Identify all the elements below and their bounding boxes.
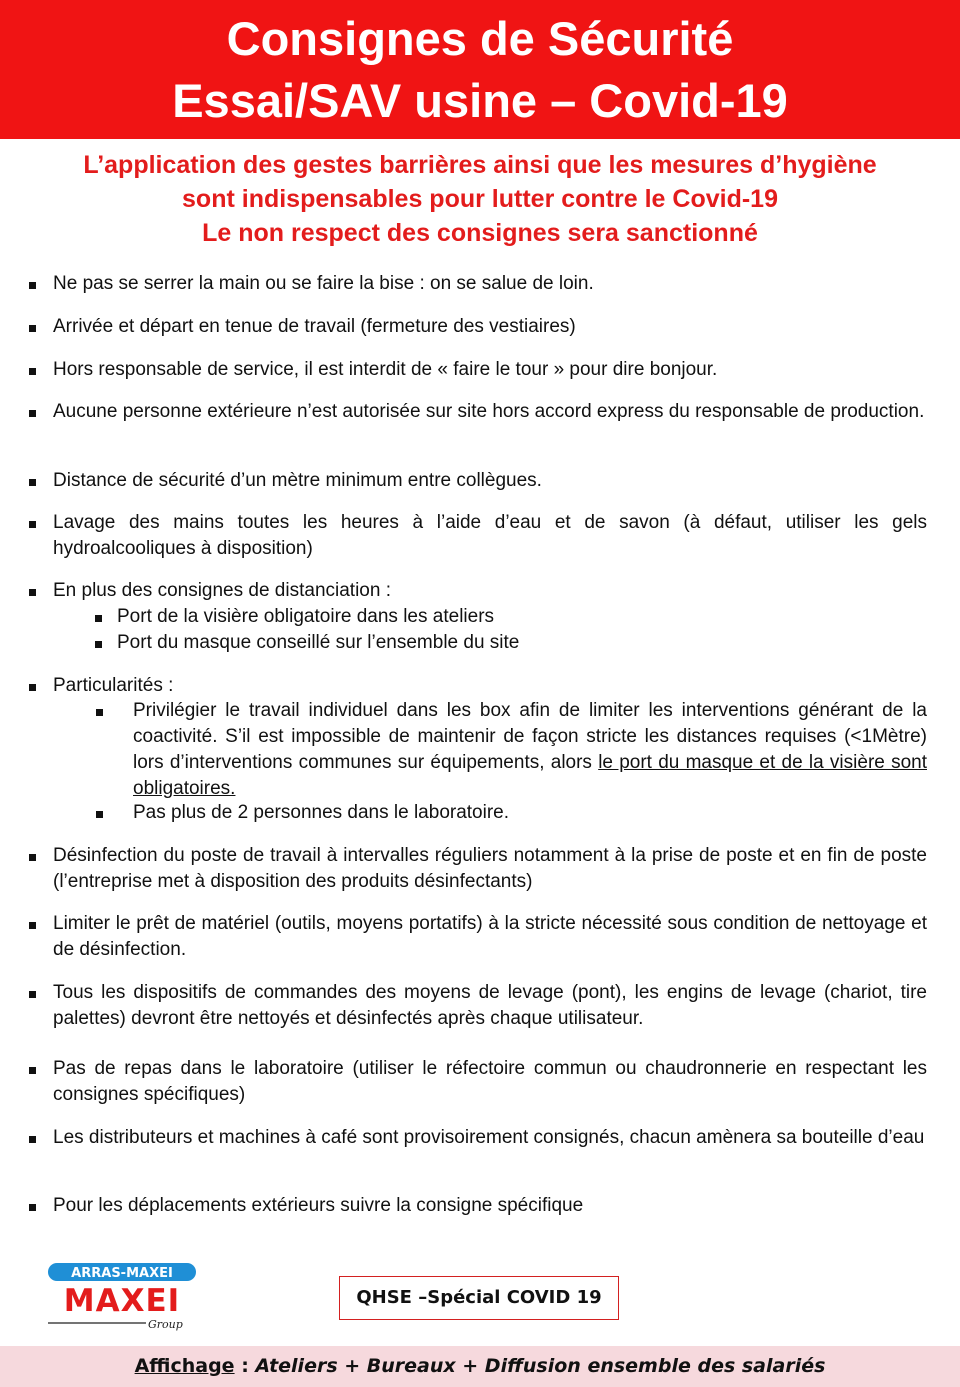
company-logo <box>46 1262 198 1332</box>
sub-item: Port de la visière obligatoire dans les ateliers <box>117 606 495 627</box>
rule-item: Tous les dispositifs de commandes des moyens de levage (pont), les engins de levage (chariot, tire palettes) devront être nettoyés et désinfectés après chaque utilisateur. <box>53 982 927 1029</box>
rule-item: Désinfection du poste de travail à intervalles réguliers notamment à la prise de poste et en fin de poste (l’entreprise met à disposition des produits désinfectants) <box>53 845 927 892</box>
rule-item: Limiter le prêt de matériel (outils, moyens portatifs) à la stricte nécessité sous condition de nettoyage et de désinfection. <box>53 913 927 960</box>
square-bullet-icon <box>29 521 36 528</box>
rule-item: Particularités : <box>53 675 174 696</box>
sub-item-text: Privilégier le travail individuel dans les box afin de limiter les interventions générant de la coactivité. S’il est impossible de maintenir de façon stricte les distances requises (<1Mètre) lors d’interventions communes sur équipements, alors <box>133 700 927 773</box>
square-bullet-icon <box>29 410 36 417</box>
sub-item: Port du masque conseillé sur l’ensemble du site <box>117 632 520 653</box>
title-banner <box>0 0 960 139</box>
footer-text: Ateliers + Bureaux + Diffusion ensemble des salariés <box>255 1355 826 1377</box>
square-bullet-icon <box>29 922 36 929</box>
rule-item: Distance de sécurité d’un mètre minimum entre collègues. <box>53 470 542 491</box>
logo-tagline-text: Group <box>148 1318 183 1331</box>
maxei-logo-graphic <box>46 1262 198 1332</box>
square-bullet-icon <box>29 325 36 332</box>
logo-brand-text: MAXEI <box>63 1283 181 1319</box>
rule-item: Aucune personne extérieure n’est autorisée sur site hors accord express du responsable de production. <box>53 401 925 422</box>
square-bullet-icon <box>29 282 36 289</box>
underlined-text: le port du masque et de la visière sont obligatoires. <box>133 752 927 799</box>
square-bullet-icon <box>96 811 103 818</box>
subtitle-line-1: L’application des gestes barrières ainsi que les mesures d’hygiène <box>83 151 877 179</box>
rule-item: Ne pas se serrer la main ou se faire la bise : on se salue de loin. <box>53 273 594 294</box>
rule-item: Pour les déplacements extérieurs suivre la consigne spécifique <box>53 1195 584 1216</box>
footer-label: Affichage <box>134 1355 235 1377</box>
square-bullet-icon <box>95 641 102 648</box>
square-bullet-icon <box>29 589 36 596</box>
square-bullet-icon <box>29 479 36 486</box>
square-bullet-icon <box>29 368 36 375</box>
logo-banner-text: ARRAS-MAXEI <box>71 1266 173 1281</box>
square-bullet-icon <box>29 684 36 691</box>
square-bullet-icon <box>96 709 103 716</box>
square-bullet-icon <box>29 1067 36 1074</box>
footer-bar <box>0 1346 960 1387</box>
square-bullet-icon <box>29 1136 36 1143</box>
footer-separator: : <box>234 1355 256 1377</box>
square-bullet-icon <box>29 854 36 861</box>
title-line-1: Consignes de Sécurité <box>226 12 734 65</box>
square-bullet-icon <box>29 1204 36 1211</box>
qhse-badge: QHSE –Spécial COVID 19 <box>339 1276 619 1320</box>
title-line-2: Essai/SAV usine – Covid-19 <box>172 74 788 127</box>
rule-item: Hors responsable de service, il est interdit de « faire le tour » pour dire bonjour. <box>53 359 718 380</box>
rule-item: Lavage des mains toutes les heures à l’aide d’eau et de savon (à défaut, utiliser les gels hydroalcooliques à disposition) <box>53 512 927 559</box>
subtitle <box>0 148 960 250</box>
square-bullet-icon <box>95 615 102 622</box>
rule-item: Pas de repas dans le laboratoire (utiliser le réfectoire commun ou chaudronnerie en respectant les consignes spécifiques) <box>53 1058 927 1105</box>
sub-item: Pas plus de 2 personnes dans le laboratoire. <box>133 802 510 823</box>
sub-item <box>133 698 927 802</box>
subtitle-line-3: Le non respect des consignes sera sanctionné <box>202 219 758 247</box>
rule-item: En plus des consignes de distanciation : <box>53 580 391 601</box>
square-bullet-icon <box>29 991 36 998</box>
rule-item: Les distributeurs et machines à café sont provisoirement consignés, chacun amènera sa bouteille d’eau <box>53 1127 925 1148</box>
rule-item: Arrivée et départ en tenue de travail (fermeture des vestiaires) <box>53 316 576 337</box>
subtitle-line-2: sont indispensables pour lutter contre le Covid-19 <box>182 185 778 213</box>
